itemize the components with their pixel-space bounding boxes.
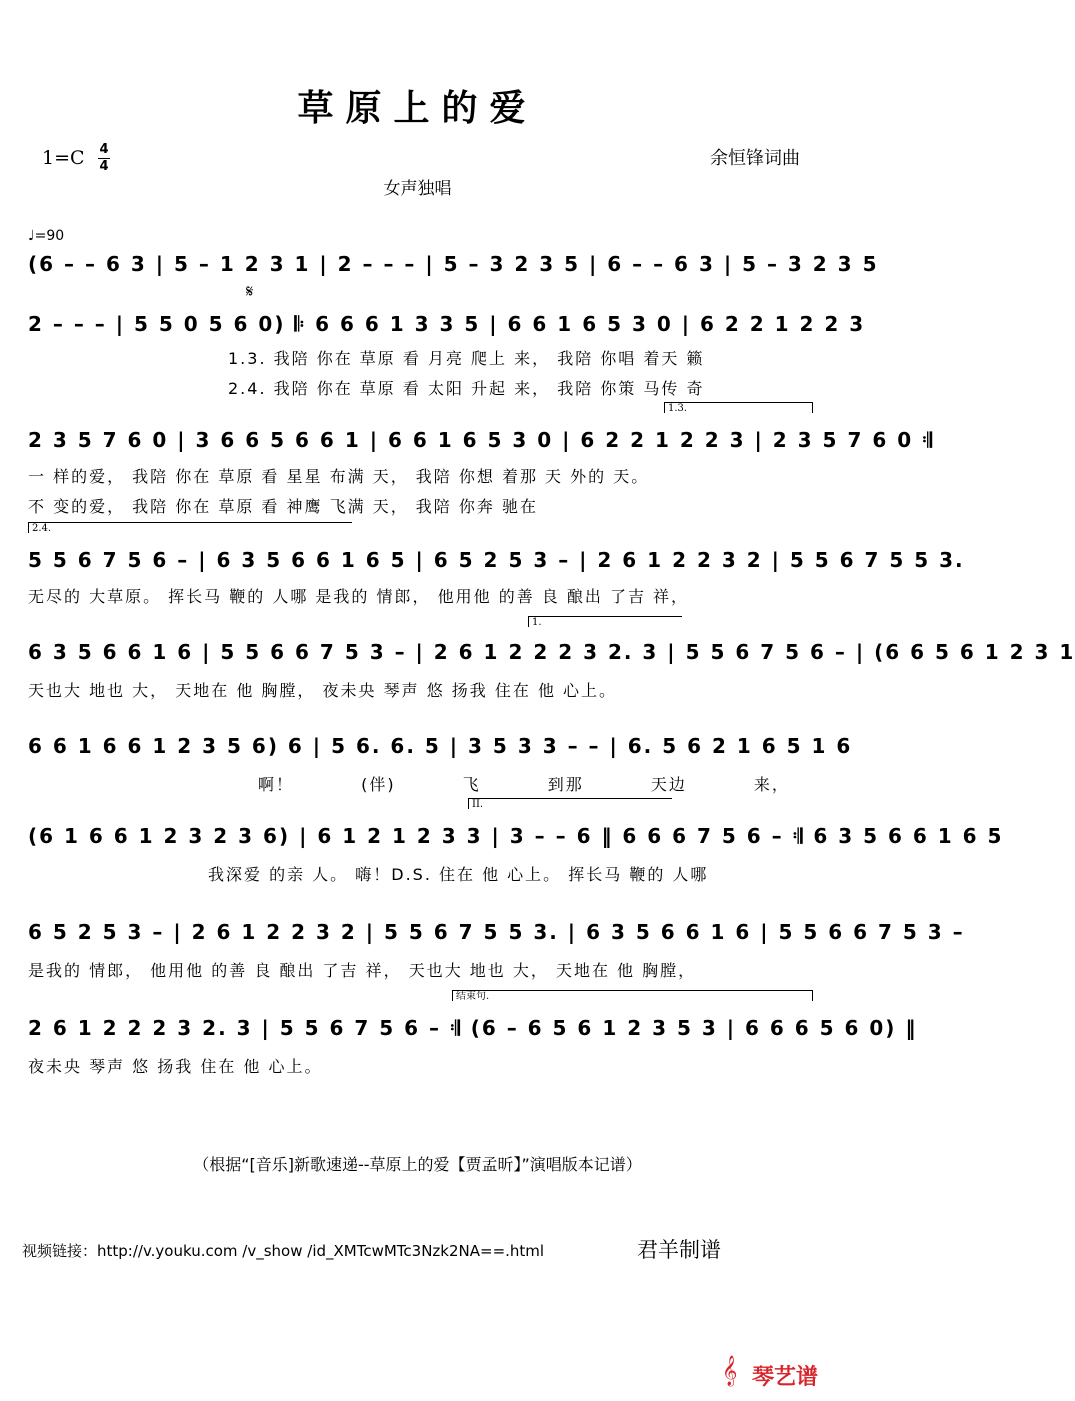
lyric-verse-1: 1.3. 我陪 你在 草原 看 月亮 爬上 来， 我陪 你唱 着天 籁 — [228, 349, 705, 368]
lyric-line: 是我的 情郎， 他用他 的善 良 酿出 了吉 祥， 天也大 地也 大， 天地在 他 胸膛， — [28, 961, 697, 980]
notation-line: 5 5 6 7 5 6 – | 6 3 5 6 6 1 6 5 | 6 5 2 5 3 – | 2 6 1 2 2 3 2 | 5 5 6 7 5 5 3. — [28, 548, 965, 572]
tempo-marking: ♩=90 — [28, 228, 65, 244]
logo-icon: 𝄞 — [722, 1356, 738, 1386]
volta-ending: 结束句. — [452, 990, 813, 1001]
lyric-line: 无尽的 大草原。 挥长马 鞭的 人哪 是我的 情郎， 他用他 的善 良 酿出 了吉 祥， — [28, 587, 690, 606]
volta-2-4: 2.4. — [28, 522, 352, 533]
meter-bottom: 4 — [99, 159, 109, 174]
transcriber-signature: 君羊制谱 — [637, 1238, 721, 1262]
lyric-verse-2: 2.4. 我陪 你在 草原 看 太阳 升起 来， 我陪 你策 马传 奇 — [228, 379, 705, 398]
volta-2: II. — [468, 798, 672, 809]
lyric-line: 夜未央 琴声 悠 扬我 住在 他 心上。 — [28, 1057, 323, 1076]
lyric-verse-2: 不 变的爱， 我陪 你在 草原 看 神鹰 飞满 天， 我陪 你奔 驰在 — [28, 497, 538, 516]
notation-line: 6 6 1 6 6 1 2 3 5 6) 6 | 5 6. 6. 5 | 3 5 3 3 – – | 6. 5 6 2 1 6 5 1 6 — [28, 734, 853, 758]
video-link[interactable]: 视频链接：http://v.youku.com /v_show /id_XMTcwMTc3Nzk2NA==.html — [22, 1242, 545, 1260]
time-signature — [98, 143, 110, 174]
notation-line: 2 3 5 7 6 0 | 3 6 6 5 6 6 1 | 6 6 1 6 5 3 0 | 6 2 2 1 2 2 3 | 2 3 5 7 6 0 𝄇 — [28, 428, 934, 452]
lyric-verse-1: 一 样的爱， 我陪 你在 草原 看 星星 布满 天， 我陪 你想 着那 天 外的 天。 — [28, 467, 650, 486]
notation-line: 6 3 5 6 6 1 6 | 5 5 6 6 7 5 3 – | 2 6 1 2 2 2 3 2. 3 | 5 5 6 7 5 6 – | (6 6 5 6 1 2 3 1 — [28, 640, 1075, 664]
notation-line: (6 1 6 6 1 2 3 2 3 6) | 6 1 2 1 2 3 3 | 3 – – 6 ‖ 6 6 6 7 5 6 – 𝄇 6 3 5 6 6 1 6 5 — [28, 824, 1004, 848]
segno-sign: 𝄋 — [246, 282, 254, 302]
notation-line: 6 5 2 5 3 – | 2 6 1 2 2 3 2 | 5 5 6 7 5 5 3. | 6 3 5 6 6 1 6 | 5 5 6 6 7 5 3 – — [28, 920, 965, 944]
composer-credit: 余恒锋词曲 — [710, 148, 800, 169]
lyric-line: 啊！ (伴) 飞 到那 天边 来， — [258, 775, 790, 794]
notation-line: (6 – – 6 3 | 5 – 1 2 3 1 | 2 – – – | 5 – 3 2 3 5 | 6 – – 6 3 | 5 – 3 2 3 5 — [28, 252, 879, 276]
site-logo[interactable]: 琴艺谱 — [752, 1365, 819, 1390]
meter-top: 4 — [99, 142, 109, 157]
source-note: （根据“[音乐]新歌速递--草原上的爱【贾孟昕】”演唱版本记谱） — [193, 1155, 642, 1174]
key-signature: 1=C — [42, 147, 85, 169]
volta-1: 1. — [528, 616, 682, 627]
lyric-line: 天也大 地也 大， 天地在 他 胸膛， 夜未央 琴声 悠 扬我 住在 他 心上。 — [28, 681, 618, 700]
notation-line: 2 – – – | 5 5 0 5 6 0) 𝄆 6 6 6 1 3 3 5 | 6 6 1 6 5 3 0 | 6 2 2 1 2 2 3 — [28, 312, 866, 336]
lyric-line: 我深爱 的亲 人。 嗨！D.S. 住在 他 心上。 挥长马 鞭的 人哪 — [208, 865, 709, 884]
notation-line: 2 6 1 2 2 2 3 2. 3 | 5 5 6 7 5 6 – 𝄇 (6 – 6 5 6 1 2 3 5 3 | 6 6 6 5 6 0) ‖ — [28, 1016, 918, 1040]
performer-label: 女声独唱 — [383, 179, 452, 199]
volta-1-3: 1.3. — [664, 402, 813, 413]
page-title: 草原上的爱 — [297, 87, 538, 129]
